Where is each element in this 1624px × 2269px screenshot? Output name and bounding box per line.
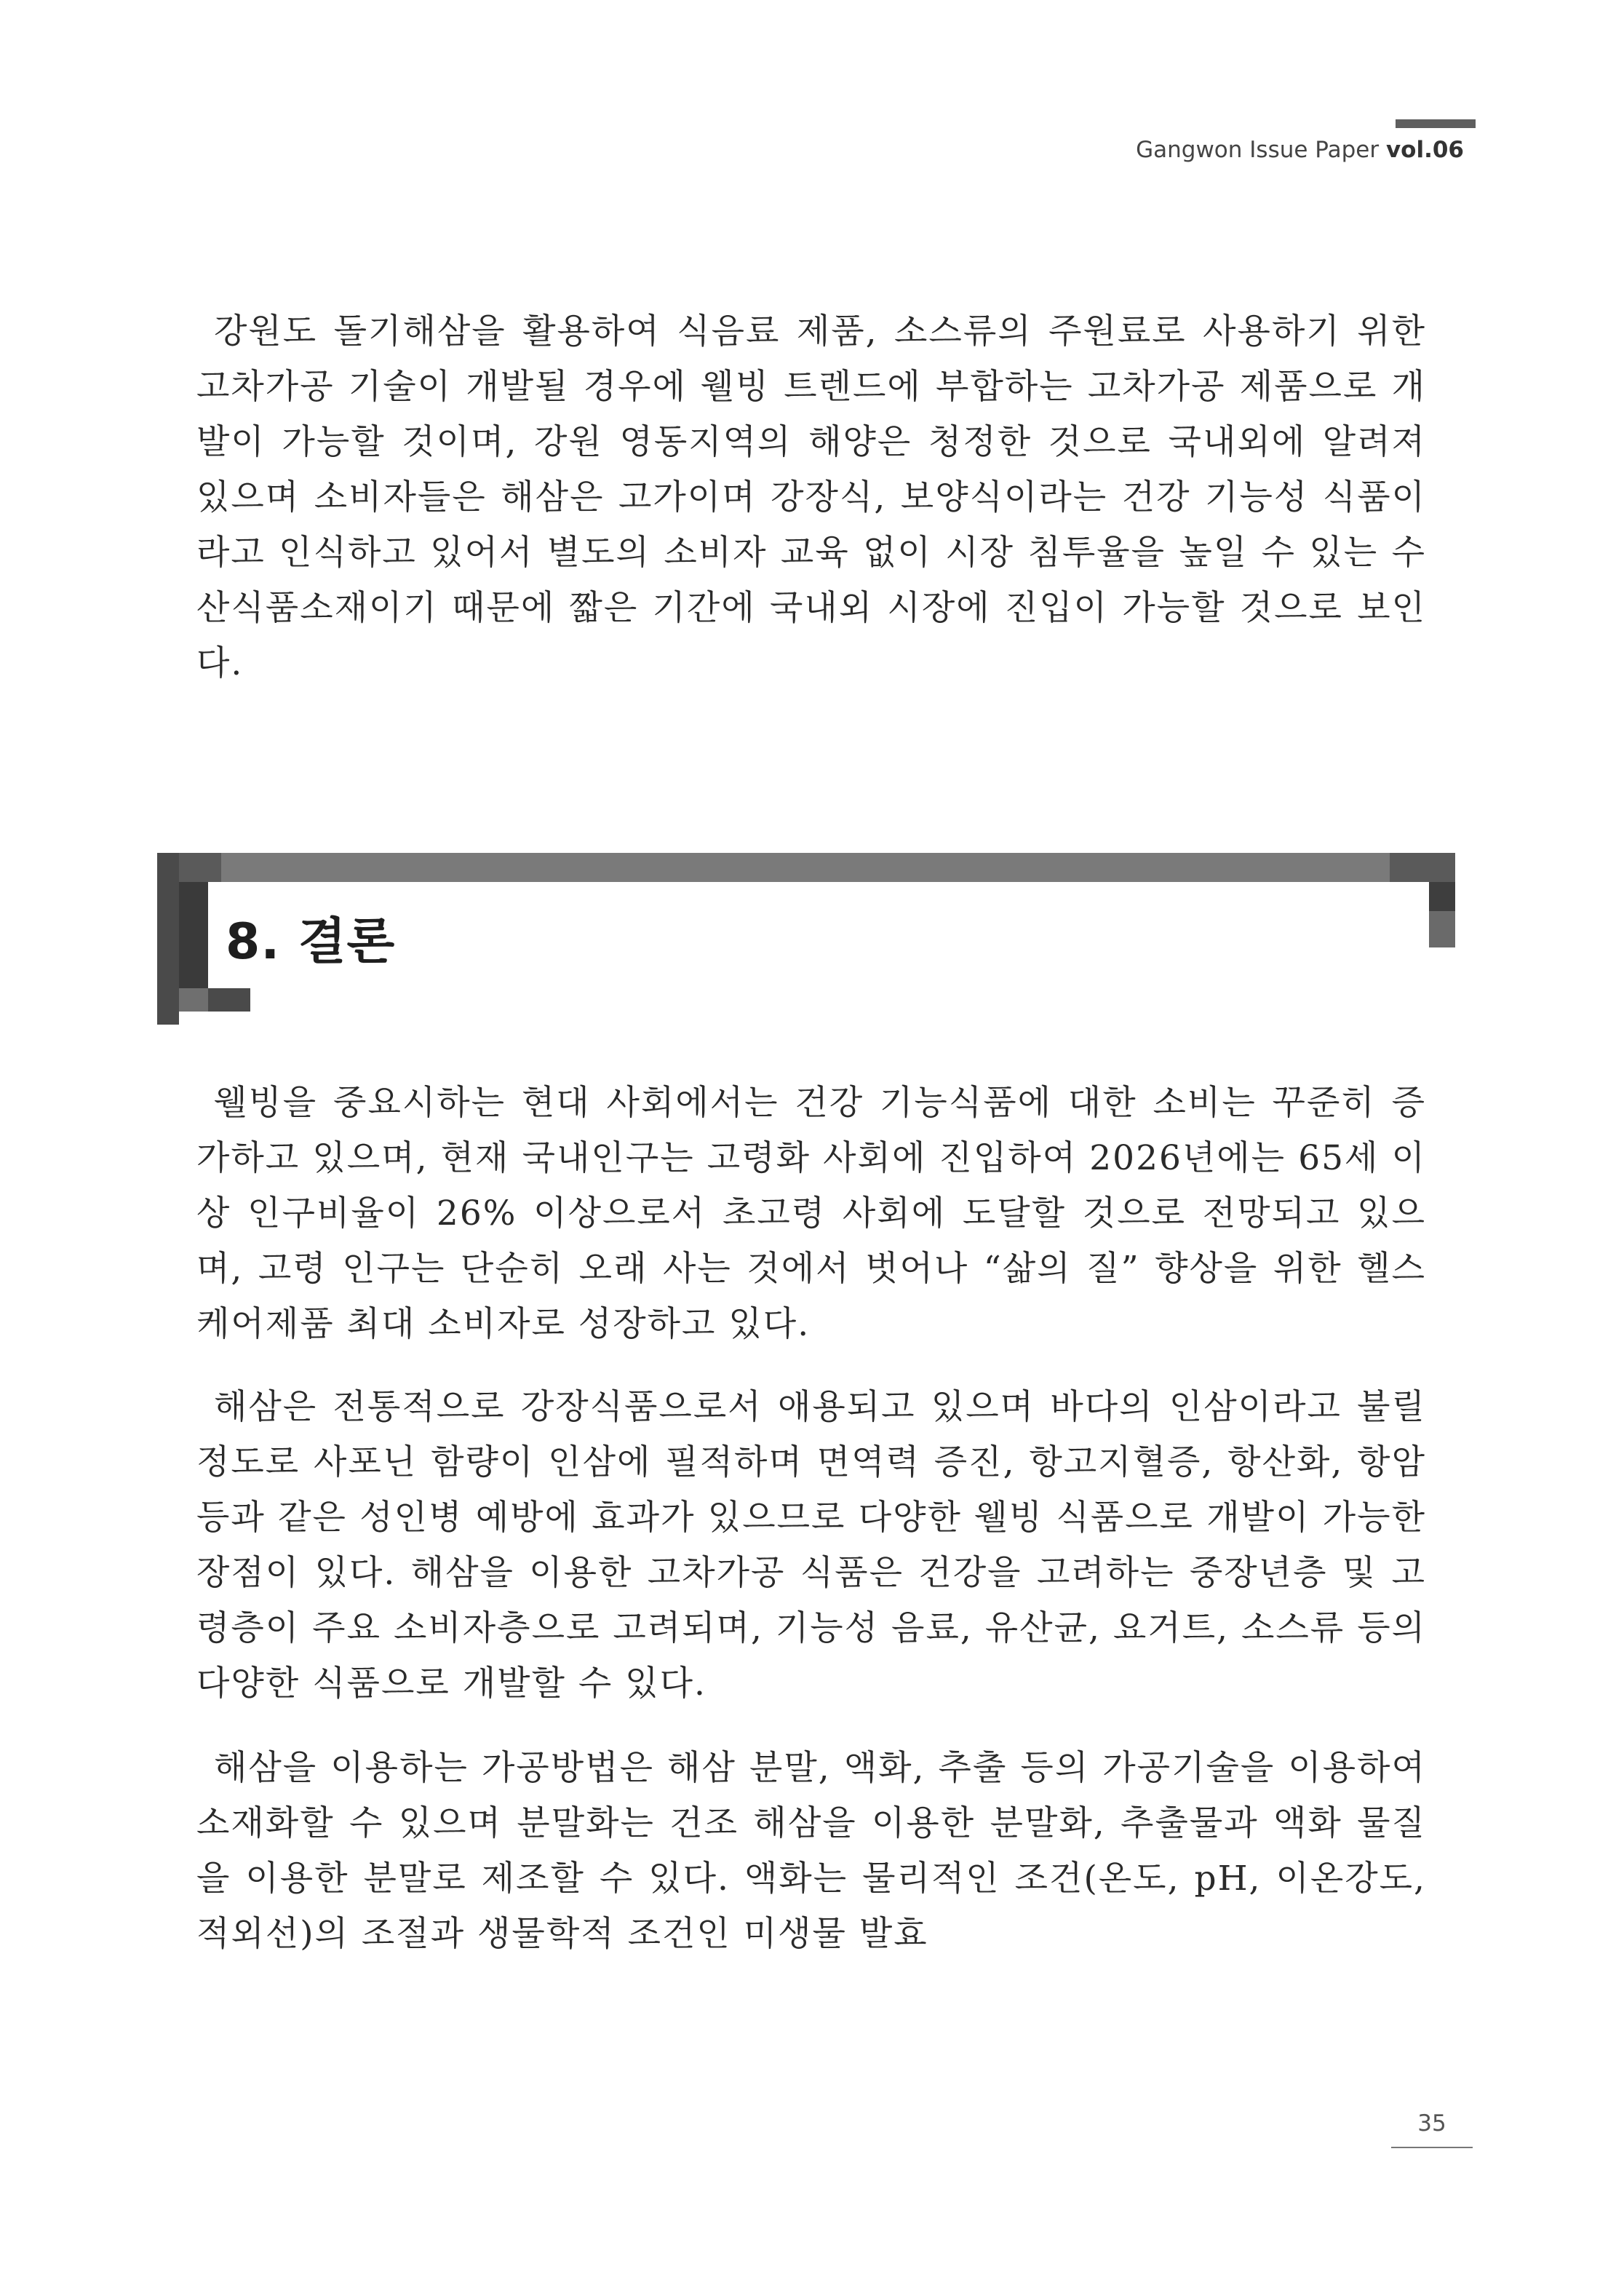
- body-paragraph-3: 해삼을 이용하는 가공방법은 해삼 분말, 액화, 추출 등의 가공기술을 이용하여 소재화할 수 있으며 분말화는 건조 해삼을 이용한 분말화, 추출물과 액화 물질을 이용한 분말로 제조할 수 있다. 액화는 물리적인 조건(온도, pH, 이온강도, 적외선)의 조절과 생물학적 조건인 미생물 발효: [196, 1748, 1426, 1954]
- body-paragraph-1: 웰빙을 중요시하는 현대 사회에서는 건강 기능식품에 대한 소비는 꾸준히 증가하고 있으며, 현재 국내인구는 고령화 사회에 진입하여 2026년에는 65세 이상 인구비율이 26% 이상으로서 초고령 사회에 도달할 것으로 전망되고 있으며, 고령 인구는 단순히 오래 사는 것에서 벗어나 “삶의 질” 향상을 위한 헬스케어제품 최대 소비자로 성장하고 있다.: [196, 1083, 1426, 1344]
- section-title: 8. 결론: [226, 913, 396, 971]
- frame-right-block-shade: [1429, 882, 1455, 911]
- frame-top-right-corner: [1390, 853, 1455, 882]
- frame-bottom-step: [208, 988, 250, 1012]
- body-paragraph-2: 해삼은 전통적으로 강장식품으로서 애용되고 있으며 바다의 인삼이라고 불릴 정도로 사포닌 함량이 인삼에 필적하며 면역력 증진, 항고지혈증, 항산화, 항암 등과 같은 성인병 예방에 효과가 있으므로 다양한 웰빙 식품으로 개발이 가능한 장점이 있다. 해삼을 이용한 고차가공 식품은 건강을 고려하는 중장년층 및 고령층이 주요 소비자층으로 고려되며, 기능성 음료, 유산균, 요거트, 소스류 등의 다양한 식품으로 개발할 수 있다.: [196, 1387, 1426, 1704]
- running-header: [1136, 137, 1464, 163]
- frame-left-edge: [157, 853, 179, 1025]
- intro-paragraph: 강원도 돌기해삼을 활용하여 식음료 제품, 소스류의 주원료로 사용하기 위한 고차가공 기술이 개발될 경우에 웰빙 트렌드에 부합하는 고차가공 제품으로 개발이 가능할 것이며, 강원 영동지역의 해양은 청정한 것으로 국내외에 알려져 있으며 소비자들은 해삼은 고가이며 강장식, 보양식이라는 건강 기능성 식품이라고 인식하고 있어서 별도의 소비자 교육 없이 시장 침투율을 높일 수 있는 수산식품소재이기 때문에 짧은 기간에 국내외 시장에 진입이 가능할 것으로 보인다.: [196, 311, 1426, 683]
- publication-name: Gangwon Issue Paper: [1136, 137, 1386, 163]
- header-accent-bar: [1396, 119, 1476, 128]
- page-number: 35: [1417, 2110, 1446, 2137]
- page-number-rule: [1391, 2147, 1473, 2148]
- volume-label: vol.06: [1385, 137, 1464, 163]
- frame-top-bar: [157, 853, 1455, 882]
